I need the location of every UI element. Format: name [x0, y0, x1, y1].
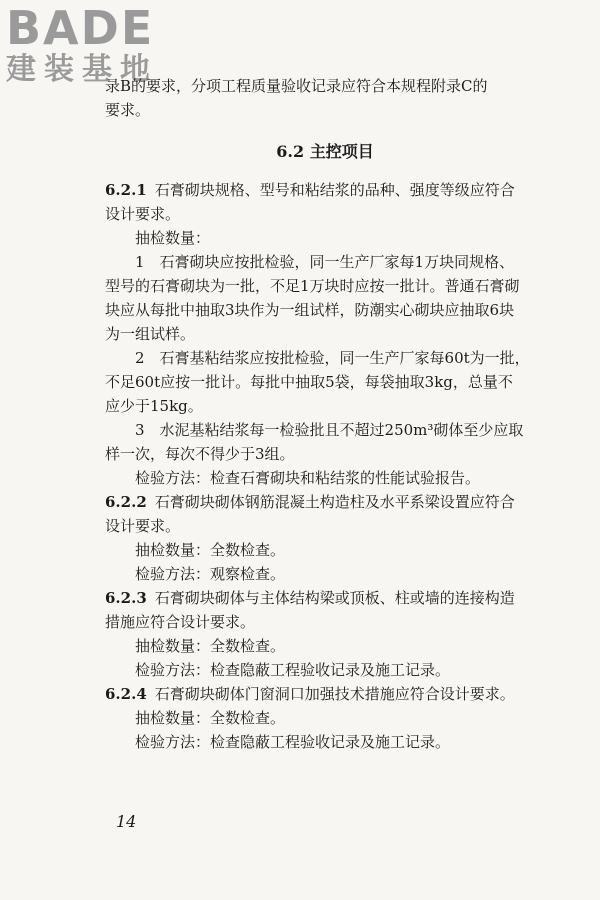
- sub-item-2-text: 不足60t应按一批计。每批中抽取5袋，每袋抽取3kg，总量不: [105, 373, 513, 391]
- clause-6-2-1: [105, 178, 545, 202]
- sampling-quantity: 抽检数量：全数检查。: [135, 637, 286, 655]
- sub-item-2: 2 石膏基粘结浆应按批检验，同一生产厂家每60t为一批，: [135, 349, 530, 367]
- clause-text: 石膏砌块砌体门窗洞口加强技术措施应符合设计要求。: [154, 685, 515, 703]
- inspection-method: 检验方法：检查石膏砌块和粘结浆的性能试验报告。: [135, 469, 481, 487]
- page-number: 14: [116, 812, 137, 831]
- clause-text: 措施应符合设计要求。: [105, 613, 256, 631]
- sub-item-2-text: 应少于15kg。: [105, 397, 203, 415]
- sub-item-1-text: 型号的石膏砌块为一批，不足1万块时应按一批计。普通石膏砌: [105, 277, 520, 295]
- sub-item-1-text: 块应从每批中抽取3块作为一组试样，防潮实心砌块应抽取6块: [105, 301, 515, 319]
- sampling-label: 抽检数量：: [135, 229, 211, 247]
- sampling-quantity: 抽检数量：全数检查。: [135, 541, 286, 559]
- clause-text: 设计要求。: [105, 517, 181, 535]
- clause-text: 石膏砌块砌体与主体结构梁或顶板、柱或墙的连接构造: [154, 589, 515, 607]
- sub-item-3-text: 样一次，每次不得少于3组。: [105, 445, 295, 463]
- clause-number: 6.2.3: [105, 589, 147, 607]
- sub-item-1-text: 为一组试样。: [105, 325, 196, 343]
- inspection-method: 检验方法：检查隐蔽工程验收记录及施工记录。: [135, 661, 451, 679]
- sampling-quantity: 抽检数量：全数检查。: [135, 709, 286, 727]
- clause-number: 6.2.1: [105, 181, 147, 199]
- clause-6-2-4: [105, 682, 545, 706]
- sub-item-3: 3 水泥基粘结浆每一检验批且不超过250m³砌体至少应取: [135, 421, 524, 439]
- inspection-method: 检验方法：检查隐蔽工程验收记录及施工记录。: [135, 733, 451, 751]
- clause-text: 设计要求。: [105, 205, 181, 223]
- clause-6-2-2: [105, 490, 545, 514]
- section-heading: 6.2 主控项目: [276, 142, 374, 161]
- document-page: [105, 74, 545, 754]
- inspection-method: 检验方法：观察检查。: [135, 565, 286, 583]
- clause-number: 6.2.2: [105, 493, 147, 511]
- intro-line: 录B的要求，分项工程质量验收记录应符合本规程附录C的: [105, 77, 488, 95]
- clause-text: 石膏砌块规格、型号和粘结浆的品种、强度等级应符合: [154, 181, 515, 199]
- clause-6-2-3: [105, 586, 545, 610]
- clause-number: 6.2.4: [105, 685, 147, 703]
- logo-brand: BADE: [6, 1, 155, 55]
- clause-text: 石膏砌块砌体钢筋混凝土构造柱及水平系梁设置应符合: [154, 493, 515, 511]
- sub-item-1: 1 石膏砌块应按批检验，同一生产厂家每1万块同规格、: [135, 253, 515, 271]
- logo-subtitle: 建装基地: [6, 52, 158, 87]
- intro-line: 要求。: [105, 101, 151, 119]
